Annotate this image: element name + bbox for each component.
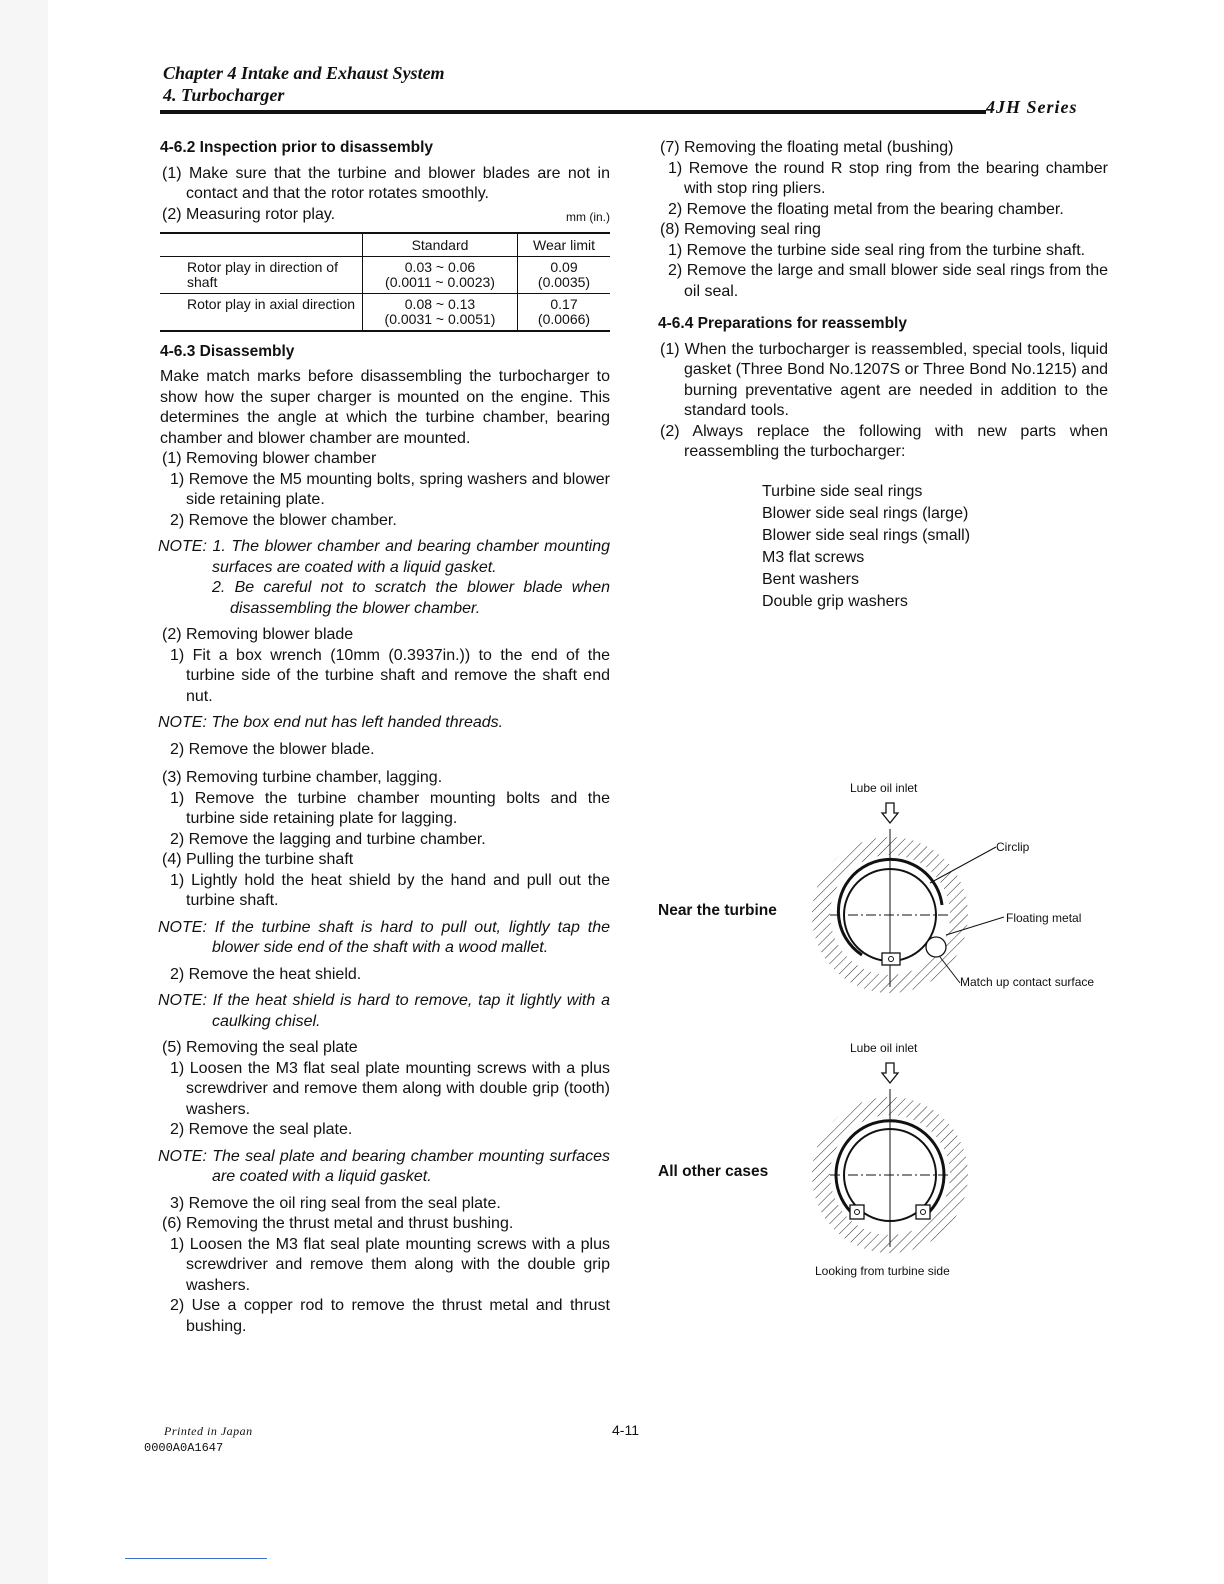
page-edge bbox=[0, 0, 48, 1584]
table-row bbox=[160, 256, 610, 293]
list-item: M3 flat screws bbox=[762, 548, 865, 566]
standard-cell bbox=[363, 293, 518, 331]
step-6: (6) Removing the thrust metal and thrust bushing. bbox=[162, 1215, 514, 1232]
step-5: (5) Removing the seal plate bbox=[162, 1039, 358, 1056]
near-turbine-label: Near the turbine bbox=[658, 902, 777, 919]
list-item: Blower side seal rings (large) bbox=[762, 504, 969, 522]
prep-2: (2) Always replace the following with new parts when reassembling the turbocharger: bbox=[660, 422, 1108, 460]
substep: 1) Remove the turbine chamber mounting bolts and the turbine side retaining plate for lagging. bbox=[170, 789, 610, 827]
col-standard: Standard bbox=[363, 233, 518, 257]
note-text: NOTE: If the heat shield is hard to remove, tap it lightly with a caulking chisel. bbox=[158, 992, 610, 1030]
step-4: (4) Pulling the turbine shaft bbox=[162, 851, 354, 868]
substep: 2) Remove the heat shield. bbox=[170, 965, 362, 983]
note-text: NOTE: The box end nut has left handed threads. bbox=[158, 714, 504, 731]
wear-mm: 0.17 bbox=[550, 295, 578, 312]
note-block bbox=[158, 537, 610, 619]
wear-cell bbox=[518, 293, 611, 331]
note-text: NOTE: If the turbine shaft is hard to pull out, lightly tap the blower side end of the shaft with a wood mallet. bbox=[158, 918, 610, 956]
step-1: (1) Make sure that the turbine and blower blades are not in contact and that the rotor rotates smoothly. bbox=[162, 164, 610, 202]
row-label: Rotor play in axial direction bbox=[187, 295, 356, 312]
step-2: (2) Removing blower blade bbox=[162, 626, 354, 643]
lube-inlet-label-bottom: Lube oil inlet bbox=[850, 1041, 918, 1055]
substep: 1) Remove the round R stop ring from the bearing chamber with stop ring pliers. bbox=[668, 159, 1108, 197]
substep: 2) Remove the seal plate. bbox=[170, 1121, 353, 1138]
circlip-diagram-other-cases bbox=[800, 1055, 980, 1255]
list-item: Blower side seal rings (small) bbox=[762, 526, 971, 544]
step-1: (1) Removing blower chamber bbox=[162, 450, 377, 467]
heading-4-6-3: 4-6.3 Disassembly bbox=[160, 342, 295, 360]
substep: 1) Loosen the M3 flat seal plate mounting screws with a plus screwdriver and remove them along with the double grip washers. bbox=[170, 1235, 610, 1294]
document-code: 0000A0A1647 bbox=[144, 1441, 224, 1455]
step-7: (7) Removing the floating metal (bushing) bbox=[660, 139, 954, 156]
section-title: 4. Turbocharger bbox=[163, 85, 285, 105]
match-up-label: Match up contact surface bbox=[960, 975, 1095, 989]
substep: 2) Remove the large and small blower side seal rings from the oil seal. bbox=[668, 262, 1108, 300]
note-text: NOTE: 1. The blower chamber and bearing chamber mounting surfaces are coated with a liquid gasket. bbox=[158, 538, 610, 576]
circlip-diagram-near-turbine bbox=[800, 795, 1010, 995]
series-label: 4JH Series bbox=[986, 97, 1078, 117]
floating-metal-label: Floating metal bbox=[1006, 911, 1082, 925]
bottom-link-rule bbox=[125, 1558, 267, 1559]
note-text: 2. Be careful not to scratch the blower blade when disassembling the blower chamber. bbox=[212, 579, 610, 617]
printed-in-japan: Printed in Japan bbox=[164, 1424, 253, 1438]
substep: 2) Remove the lagging and turbine chamber. bbox=[170, 830, 486, 848]
list-item: Bent washers bbox=[762, 570, 859, 588]
right-column bbox=[658, 138, 1108, 613]
note-text: NOTE: The seal plate and bearing chamber mounting surfaces are coated with a liquid gasket. bbox=[158, 1147, 610, 1185]
table-header-blank bbox=[160, 233, 363, 257]
wear-mm: 0.09 bbox=[550, 258, 578, 275]
rotor-play-table bbox=[160, 232, 610, 332]
table-row bbox=[160, 293, 610, 331]
substep: 1) Remove the turbine side seal ring from the turbine shaft. bbox=[668, 241, 1086, 259]
wear-cell bbox=[518, 256, 611, 293]
list-item: Turbine side seal rings bbox=[762, 482, 923, 500]
circlip-label: Circlip bbox=[996, 840, 1030, 854]
standard-in: (0.0011 ~ 0.0023) bbox=[385, 273, 495, 290]
step-2: (2) Measuring rotor play. bbox=[162, 205, 336, 223]
row-label: Rotor play in direction of shaft bbox=[187, 258, 338, 290]
step-3: (3) Removing turbine chamber, lagging. bbox=[162, 769, 443, 786]
wear-in: (0.0066) bbox=[537, 310, 591, 327]
looking-from-label: Looking from turbine side bbox=[815, 1264, 950, 1278]
table-header-row bbox=[160, 233, 610, 257]
intro-paragraph: Make match marks before disassembling the turbocharger to show how the super charger is mounted on the engine. This determines the angle at which the turbine chamber, bearing chamber and blower chamber are mounted. bbox=[160, 368, 610, 447]
chapter-title: Chapter 4 Intake and Exhaust System bbox=[163, 63, 445, 83]
all-other-cases-label: All other cases bbox=[658, 1163, 769, 1180]
col-wear-limit: Wear limit bbox=[533, 236, 595, 253]
substep: 2) Use a copper rod to remove the thrust metal and thrust bushing. bbox=[170, 1297, 610, 1335]
substep: 1) Fit a box wrench (10mm (0.3937in.)) to the end of the turbine side of the turbine shaft and remove the shaft end nut. bbox=[170, 646, 610, 705]
header-rule bbox=[160, 110, 986, 114]
standard-mm: 0.08 ~ 0.13 bbox=[404, 295, 476, 312]
standard-cell bbox=[363, 256, 518, 293]
list-item: Double grip washers bbox=[762, 592, 908, 610]
note-item bbox=[158, 578, 610, 619]
unit-label: mm (in.) bbox=[566, 210, 610, 224]
substep: 2) Remove the blower blade. bbox=[170, 740, 375, 758]
substep: 1) Remove the M5 mounting bolts, spring washers and blower side retaining plate. bbox=[170, 470, 610, 508]
heading-4-6-4: 4-6.4 Preparations for reassembly bbox=[658, 315, 907, 332]
replacement-parts-list bbox=[658, 481, 1108, 613]
substep: 2) Remove the floating metal from the bearing chamber. bbox=[668, 200, 1064, 218]
substep: 1) Loosen the M3 flat seal plate mounting screws with a plus screwdriver and remove them along with double grip (tooth) washers. bbox=[170, 1059, 610, 1118]
prep-1: (1) When the turbocharger is reassembled, special tools, liquid gasket (Three Bond No.1207S or Three Bond No.1215) and burning preventative agent are needed in addition to the standard tools. bbox=[660, 340, 1108, 419]
page-number: 4-11 bbox=[612, 1422, 639, 1438]
wear-in: (0.0035) bbox=[537, 273, 591, 290]
substep: 1) Lightly hold the heat shield by the hand and pull out the turbine shaft. bbox=[170, 871, 610, 909]
substep: 3) Remove the oil ring seal from the seal plate. bbox=[170, 1194, 501, 1212]
standard-in: (0.0031 ~ 0.0051) bbox=[384, 310, 496, 327]
lube-inlet-label-top: Lube oil inlet bbox=[850, 781, 918, 795]
heading-4-6-2: 4-6.2 Inspection prior to disassembly bbox=[160, 139, 434, 156]
standard-mm: 0.03 ~ 0.06 bbox=[404, 258, 476, 275]
left-column bbox=[160, 138, 610, 1337]
substep: 2) Remove the blower chamber. bbox=[170, 511, 397, 529]
step-8: (8) Removing seal ring bbox=[660, 221, 821, 238]
